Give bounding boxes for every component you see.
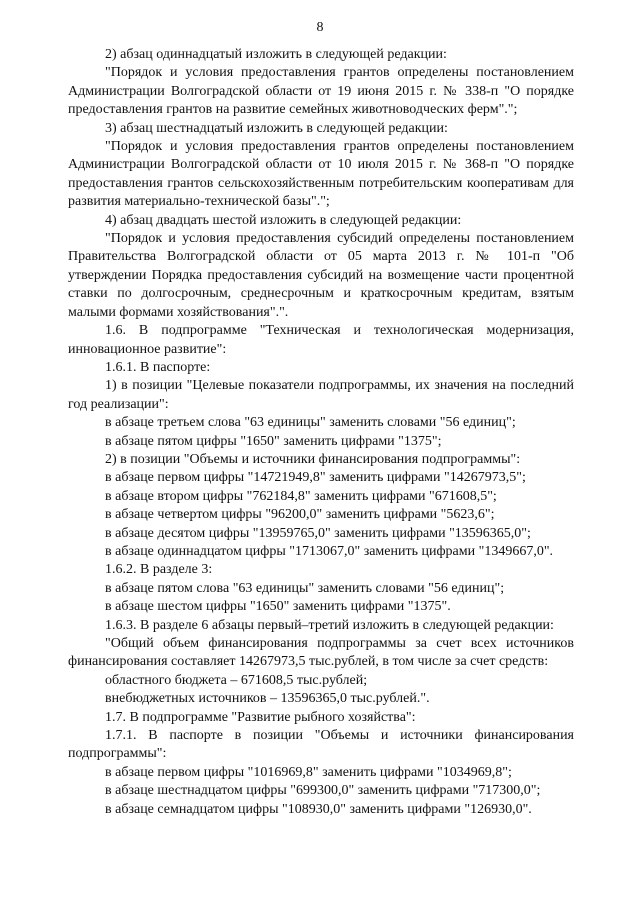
paragraph: в абзаце первом цифры "14721949,8" заменить цифрами "14267973,5"; <box>105 470 526 486</box>
paragraph: в абзаце четвертом цифры "96200,0" заменить цифрами "5623,6"; <box>105 507 495 523</box>
paragraph: 1) в позиции "Целевые показатели подпрограммы, их значения на последний год реализации": <box>68 378 574 412</box>
paragraph: 1.6. В подпрограмме "Техническая и технологическая модернизация, инновационное развитие": <box>68 323 574 357</box>
paragraph: внебюджетных источников – 13596365,0 тыс.рублей.". <box>105 691 430 707</box>
paragraph: в абзаце втором цифры "762184,8" заменить цифрами "671608,5"; <box>105 488 497 504</box>
paragraph: "Общий объем финансирования подпрограммы за счет всех источников финансирования составляет 14267973,5 тыс.рублей, в том числе за счет средств: <box>68 636 574 670</box>
paragraph: 1.7. В подпрограмме "Развитие рыбного хозяйства": <box>105 709 416 725</box>
paragraph: 1.6.1. В паспорте: <box>105 359 211 375</box>
paragraph: областного бюджета – 671608,5 тыс.рублей; <box>105 672 368 688</box>
paragraph: в абзаце третьем слова "63 единицы" заменить словами "56 единиц"; <box>105 415 516 431</box>
paragraph: в абзаце первом цифры "1016969,8" заменить цифрами "1034969,8"; <box>105 764 512 780</box>
paragraph: в абзаце шестнадцатом цифры "699300,0" заменить цифрами "717300,0"; <box>105 783 541 799</box>
paragraph: в абзаце шестом цифры "1650" заменить цифрами "1375". <box>105 599 451 615</box>
paragraph: в абзаце пятом цифры "1650" заменить цифрами "1375"; <box>105 433 442 449</box>
paragraph: "Порядок и условия предоставления грантов определены постановлением Администрации Волгоградской области от 10 июля 2015 г. № 368-п "О порядке предоставления грантов сельскохозяйственным потребительским кооперативам для развития материально-технической базы"."; <box>68 139 574 210</box>
paragraph: 1.6.2. В разделе 3: <box>105 562 213 578</box>
page-number: 8 <box>316 20 324 35</box>
paragraph: 3) абзац шестнадцатый изложить в следующей редакции: <box>105 120 448 136</box>
paragraph: 2) в позиции "Объемы и источники финансирования подпрограммы": <box>105 451 521 467</box>
paragraph: в абзаце пятом слова "63 единицы" заменить словами "56 единиц"; <box>105 580 505 596</box>
paragraph: в абзаце одиннадцатом цифры "1713067,0" заменить цифрами "1349667,0". <box>105 543 554 559</box>
paragraph: "Порядок и условия предоставления субсидий определены постановлением Правительства Волгоградской области от 05 марта 2013 г. № 101-п "Об утверждении Порядка предоставления субсидий на возмещение части процентной ставки по долгосрочным, среднесрочным и краткосрочным кредитам, взятым малыми формами хозяйствования".". <box>68 231 574 320</box>
paragraph: 1.7.1. В паспорте в позиции "Объемы и источники финансирования подпрограммы": <box>68 728 574 762</box>
paragraph: 1.6.3. В разделе 6 абзацы первый–третий изложить в следующей редакции: <box>105 617 554 633</box>
document-body <box>68 46 574 819</box>
paragraph: в абзаце десятом цифры "13959765,0" заменить цифрами "13596365,0"; <box>105 525 531 541</box>
paragraph: "Порядок и условия предоставления грантов определены постановлением Администрации Волгоградской области от 19 июня 2015 г. № 338-п "О порядке предоставления грантов на развитие семейных животноводческих ферм"."; <box>68 65 574 118</box>
paragraph: в абзаце семнадцатом цифры "108930,0" заменить цифрами "126930,0". <box>105 801 532 817</box>
paragraph: 2) абзац одиннадцатый изложить в следующей редакции: <box>105 47 447 62</box>
paragraph: 4) абзац двадцать шестой изложить в следующей редакции: <box>105 212 462 228</box>
